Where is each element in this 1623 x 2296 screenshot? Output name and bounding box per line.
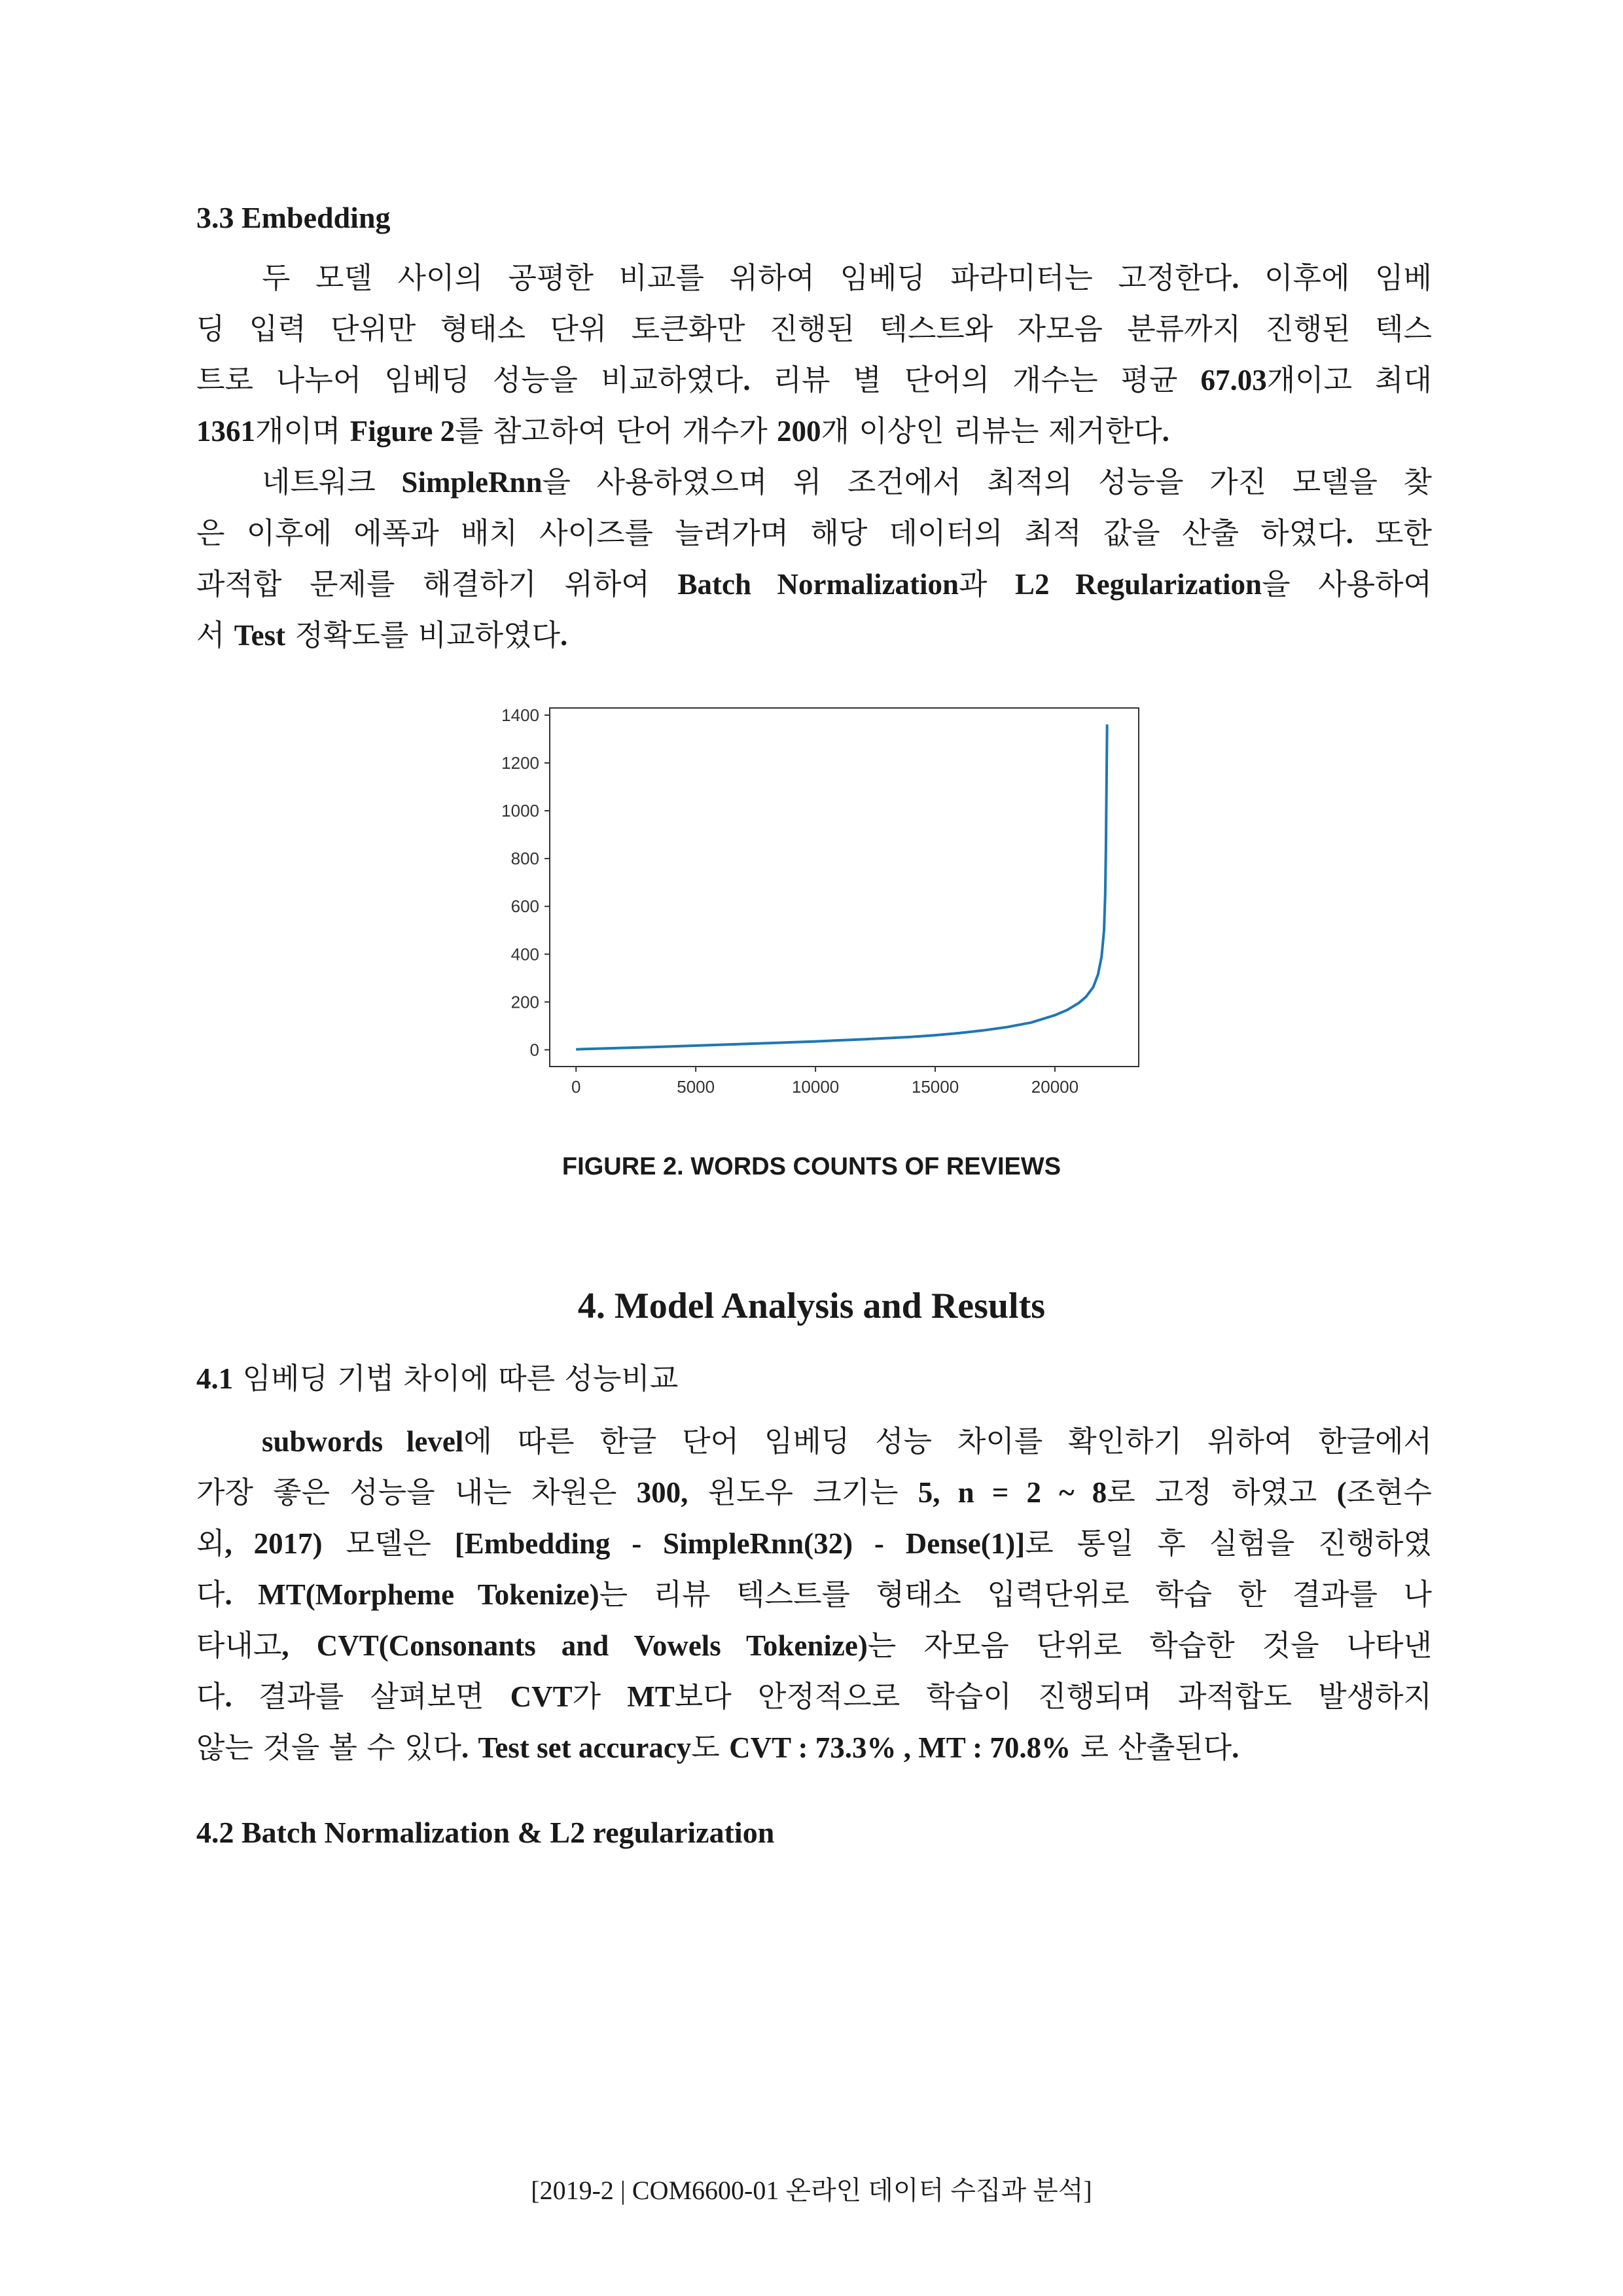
text-line: subwords level에 따른 한글 단어 임베딩 성능 차이를 확인하기 위하여 한글에서 — [262, 1424, 1432, 1458]
text-line: 1361개이며 Figure 2를 참고하여 단어 개수가 200개 이상인 리뷰는 제거한다. — [196, 414, 1169, 448]
y-tick-label: 0 — [529, 1040, 539, 1060]
section-3-3-paragraph-1 — [196, 253, 1432, 457]
text-line: 타내고, CVT(Consonants and Vowels Tokenize)는 자모음 단위로 학습한 것을 나타낸 — [196, 1628, 1432, 1663]
text-line: 서 Test 정확도를 비교하였다. — [196, 618, 568, 652]
y-tick-label: 1000 — [501, 801, 539, 821]
y-tick-label: 1400 — [501, 705, 539, 725]
x-tick-label: 0 — [571, 1077, 581, 1097]
x-tick-label: 15000 — [911, 1077, 959, 1097]
section-4-title: 4. Model Analysis and Results — [577, 1286, 1046, 1326]
text-line: 딩 입력 단위만 형태소 단위 토큰화만 진행된 텍스트와 자모음 분류까지 진행된 텍스 — [196, 311, 1432, 346]
text-line: 과적합 문제를 해결하기 위하여 Batch Normalization과 L2 Regularization을 사용하여 — [196, 567, 1433, 601]
y-tick-label: 800 — [510, 849, 539, 869]
section-4-2-heading: 4.2 Batch Normalization & L2 regularization — [196, 1816, 775, 1849]
text-line: 않는 것을 볼 수 있다. Test set accuracy도 CVT : 73.3% , MT : 70.8% 로 산출된다. — [196, 1730, 1240, 1765]
x-tick-label: 5000 — [677, 1077, 715, 1097]
text-line: 다. 결과를 살펴보면 CVT가 MT보다 안정적으로 학습이 진행되며 과적합도 발생하지 — [196, 1679, 1432, 1714]
plot-frame — [550, 708, 1139, 1067]
y-tick-label: 1200 — [501, 753, 539, 773]
x-tick-label: 10000 — [791, 1077, 840, 1097]
y-tick-label: 200 — [510, 992, 539, 1012]
page-footer: [2019-2 | COM6600-01 온라인 데이터 수집과 분석] — [531, 2176, 1092, 2205]
section-3-3-paragraph-2 — [196, 457, 1432, 661]
words-count-chart — [458, 694, 1165, 1112]
section-4-1-heading: 4.1 임베딩 기법 차이에 따른 성능비교 — [196, 1361, 679, 1396]
section-4-1-paragraph — [196, 1416, 1432, 1773]
text-line: 네트워크 SimpleRnn을 사용하였으며 위 조건에서 최적의 성능을 가진 모델을 찾 — [262, 465, 1433, 499]
chart-axes — [501, 705, 1139, 1097]
y-tick-label: 400 — [510, 944, 539, 964]
text-line: 다. MT(Morpheme Tokenize)는 리뷰 텍스트를 형태소 입력단위로 학습 한 결과를 나 — [196, 1577, 1433, 1612]
text-line: 외, 2017) 모델은 [Embedding - SimpleRnn(32) - Dense(1)]로 통일 후 실험을 진행하였 — [196, 1526, 1432, 1561]
figure-caption: FIGURE 2. WORDS COUNTS OF REVIEWS — [562, 1153, 1061, 1180]
section-3-3-heading: 3.3 Embedding — [196, 201, 391, 234]
x-tick-label: 20000 — [1031, 1077, 1079, 1097]
text-line: 트로 나누어 임베딩 성능을 비교하였다. 리뷰 별 단어의 개수는 평균 67.03개이고 최대 — [196, 362, 1433, 397]
y-tick-label: 600 — [510, 896, 539, 917]
text-line: 두 모델 사이의 공평한 비교를 위하여 임베딩 파라미터는 고정한다. 이후에 임베 — [262, 260, 1432, 295]
text-line: 가장 좋은 성능을 내는 차원은 300, 윈도우 크기는 5, n = 2 ~ 8로 고정 하였고 (조현수 — [196, 1475, 1433, 1510]
text-line: 은 이후에 에폭과 배치 사이즈를 늘려가며 해당 데이터의 최적 값을 산출 하였다. 또한 — [196, 516, 1432, 550]
